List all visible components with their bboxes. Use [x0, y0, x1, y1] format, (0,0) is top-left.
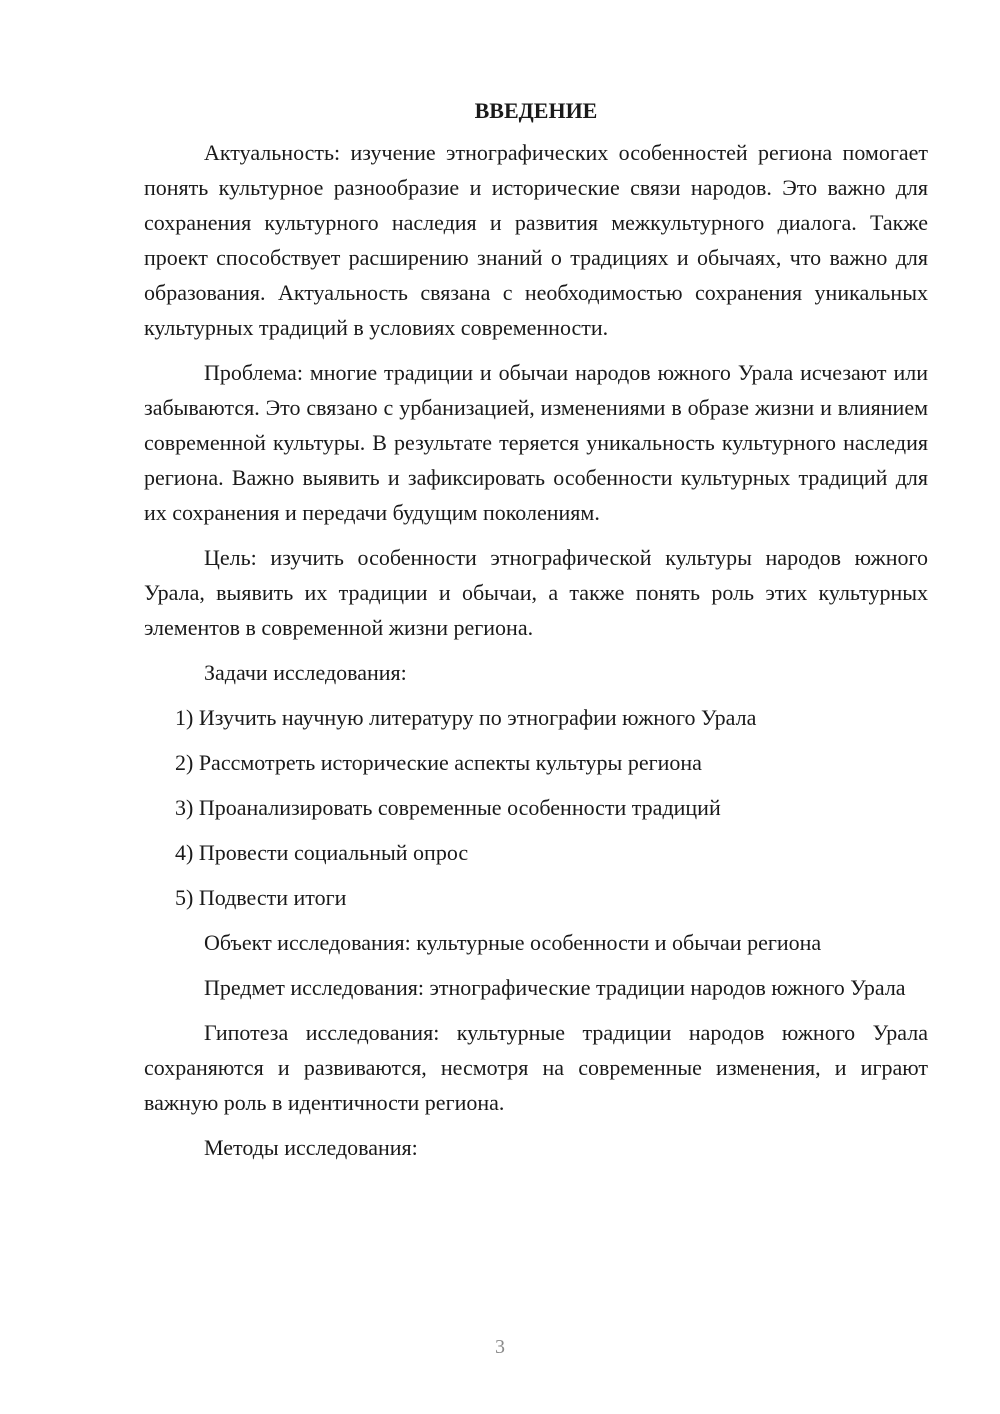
hypothesis-paragraph: Гипотеза исследования: культурные традиции народов южного Урала сохраняются и развиваются, несмотря на современные изменения, и играют важную роль в идентичности региона.	[144, 1020, 928, 1115]
subject-paragraph: Предмет исследования: этнографические традиции народов южного Урала	[204, 975, 906, 1000]
list-item: 1) Изучить научную литературу по этнографии южного Урала	[175, 705, 757, 730]
list-item: 3) Проанализировать современные особенности традиций	[175, 795, 721, 820]
object-paragraph: Объект исследования: культурные особенности и обычаи региона	[204, 930, 822, 955]
list-item: 4) Провести социальный опрос	[175, 840, 469, 865]
page-content	[144, 93, 928, 1175]
page-number: 3	[495, 1336, 505, 1358]
list-item: 5) Подвести итоги	[175, 885, 347, 910]
methods-title: Методы исследования:	[204, 1135, 418, 1160]
goal-paragraph: Цель: изучить особенности этнографической культуры народов южного Урала, выявить их традиции и обычаи, а также понять роль этих культурных элементов в современной жизни региона.	[144, 545, 928, 640]
page-title: ВВЕДЕНИЕ	[474, 98, 598, 123]
tasks-title: Задачи исследования:	[204, 660, 407, 685]
problem-paragraph: Проблема: многие традиции и обычаи народов южного Урала исчезают или забываются. Это связано с урбанизацией, изменениями в образе жизни и влиянием современной культуры. В результате теряется уникальность культурного наследия региона. Важно выявить и зафиксировать особенности культурных традиций для их сохранения и передачи будущим поколениям.	[144, 360, 928, 525]
tasks-list	[144, 700, 928, 915]
relevance-paragraph: Актуальность: изучение этнографических особенностей региона помогает понять культурное разнообразие и исторические связи народов. Это важно для сохранения культурного наследия и развития межкультурного диалога. Также проект способствует расширению знаний о традициях и обычаях, что важно для образования. Актуальность связана с необходимостью сохранения уникальных культурных традиций в условиях современности.	[144, 140, 928, 340]
list-item: 2) Рассмотреть исторические аспекты культуры региона	[175, 750, 702, 775]
